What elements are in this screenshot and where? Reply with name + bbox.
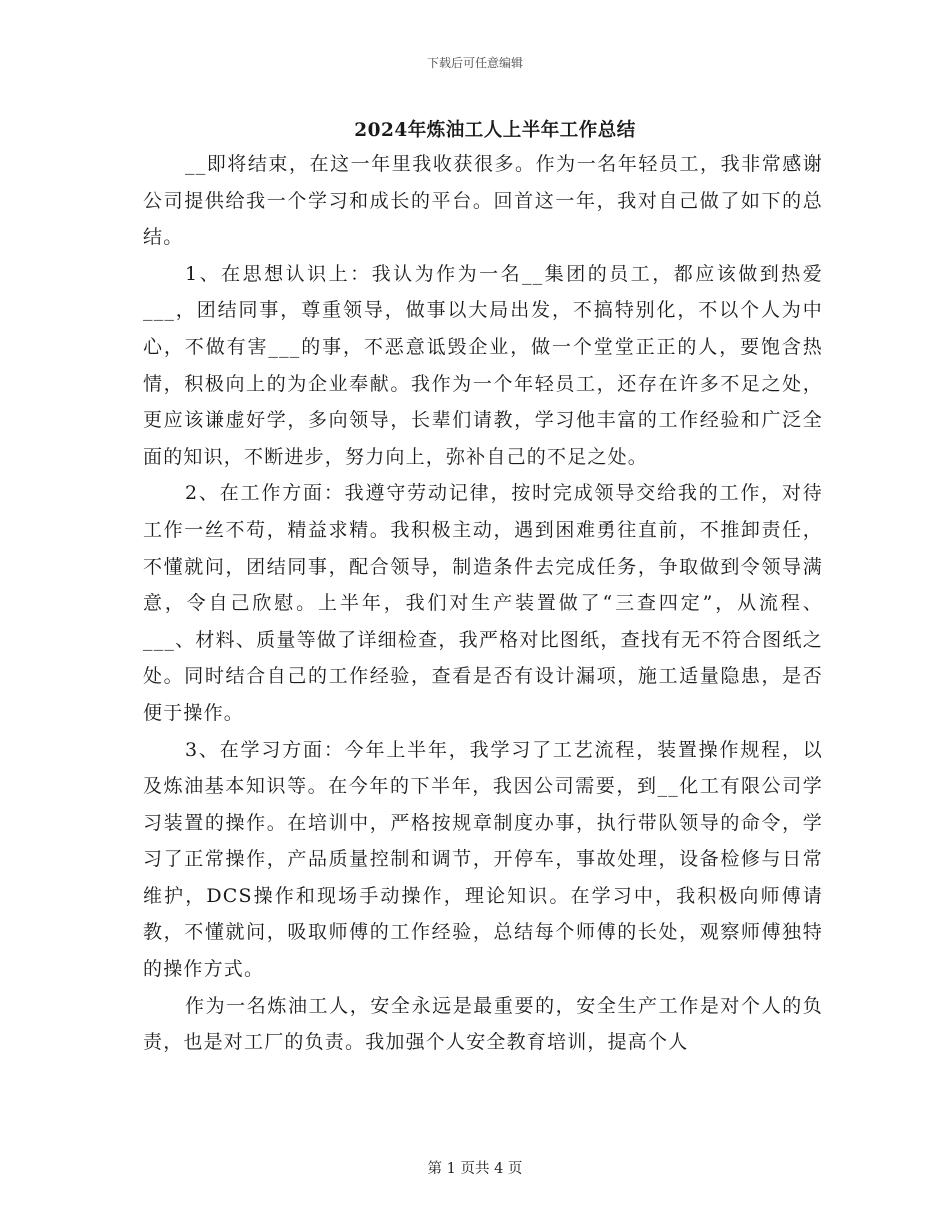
paragraph-work: 2、在工作方面：我遵守劳动记律，按时完成领导交给我的工作，对待工作一丝不苟，精益求精。我积极主动，遇到困难勇往直前，不推卸责任，不懂就问，团结同事，配合领导，制造条件去完成任务，争取做到令领导满意，令自己欣慰。上半年，我们对生产装置做了“三查四定”，从流程、___、材料、质量等做了详细检查，我严格对比图纸，查找有无不符合图纸之处。同时结合自己的工作经验，查看是否有设计漏项，施工适量隐患，是否便于操作。	[143, 482, 823, 724]
document-body	[143, 146, 823, 1061]
page-number: 第 1 页共 4 页	[427, 1161, 523, 1177]
header-note: 下载后可任意编辑	[426, 56, 523, 70]
paragraph-study: 3、在学习方面：今年上半年，我学习了工艺流程，装置操作规程，以及炼油基本知识等。在今年的下半年，我因公司需要，到__化工有限公司学习装置的操作。在培训中，严格按规章制度办事，执行带队领导的命令，学习了正常操作，产品质量控制和调节，开停车，事故处理，设备检修与日常维护，DCS操作和现场手动操作，理论知识。在学习中，我积极向师傅请教，不懂就问，吸取师傅的工作经验，总结每个师傅的长处，观察师傅独特的操作方式。	[143, 738, 823, 981]
document-title: 2024年炼油工人上半年工作总结	[354, 120, 636, 141]
paragraph-intro: __即将结束，在这一年里我收获很多。作为一名年轻员工，我非常感谢公司提供给我一个学习和成长的平台。回首这一年，我对自己做了如下的总结。	[143, 153, 823, 249]
paragraph-ideology: 1、在思想认识上：我认为作为一名__集团的员工，都应该做到热爱___，团结同事，尊重领导，做事以大局出发，不搞特别化，不以个人为中心，不做有害___的事，不恶意诋毁企业，做一个堂堂正正的人，要饱含热情，积极向上的为企业奉献。我作为一个年轻员工，还存在许多不足之处，更应该谦虚好学，多向领导，长辈们请教，学习他丰富的工作经验和广泛全面的知识，不断进步，努力向上，弥补自己的不足之处。	[143, 262, 823, 468]
paragraph-safety: 作为一名炼油工人，安全永远是最重要的，安全生产工作是对个人的负责，也是对工厂的负责。我加强个人安全教育培训，提高个人	[143, 994, 823, 1054]
